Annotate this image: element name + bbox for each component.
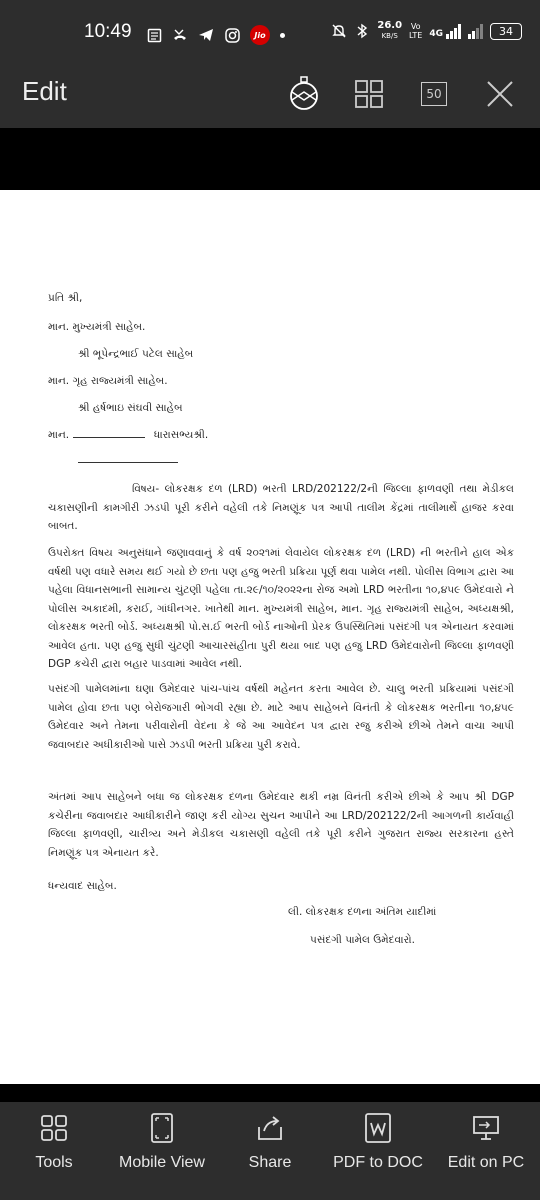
paragraph-2: પસંદગી પામેલમાંના ઘણા ઉમેદવાર પાંચ-પાંચ વર્ષથી મહેનત કરતા આવેલ છે. ચાલુ ભરતી પ્રક્રિયામાં પસંદગી પામેલ હોવા છતા પણ બેરોજગારી ભોગવી રહ્યા છે. માટે આપ સાહેબને વિનંતી કે લોકરક્ષક ભરતીના ૧૦,૪૫૯ ઉમેદવાર અને તેમના પરીવારોની વેદના કે જે આ આવેદન પત્ર દ્વારા રજુ કરીએ છીએ તેમને વાચા આપી જવાબદાર અધીકારીઓ પાસે ઝડપી ભરતી પ્રક્રિયા પુરી કરાવે. <box>48 683 514 751</box>
notification-icons <box>146 25 285 45</box>
christmas-ornament-icon[interactable] <box>284 74 324 114</box>
page-count: 50 <box>421 82 447 106</box>
closing: ધન્યવાદ સાહેબ. <box>48 880 117 892</box>
viewer-background <box>0 128 540 190</box>
subject-paragraph: વિષય- લોકરક્ષક દળ (LRD) ભરતી LRD/202122/2ની જિલ્લા ફાળવણી તથા મેડીકલ ચકાસણીની કામગીરી ઝડપી પૂરી કરીને વહેલી તકે નિમણૂંક પત્ર આપી તાલીમ કેંદ્રમાં તાલીમાર્થે હાજર કરવા બાબત. <box>48 483 514 532</box>
addressee-3-prefix: માન. <box>48 429 70 441</box>
net-speed <box>377 21 402 41</box>
signal-bars-icon <box>446 23 461 39</box>
edit-on-pc-label: Edit on PC <box>447 1154 525 1171</box>
pdf-to-doc-button[interactable] <box>330 1112 426 1172</box>
system-status <box>331 21 522 41</box>
net-speed-unit: KB/S <box>381 32 398 40</box>
volte-bottom: LTE <box>409 31 423 40</box>
app-toolbar <box>0 66 540 128</box>
bottom-navigation <box>0 1102 540 1200</box>
blank-field <box>73 437 145 438</box>
network-type: 4G <box>429 29 443 39</box>
paragraph-1: ઉપરોક્ત વિષય અનુસંધાને જણાવવાનું કે વર્ષ ૨૦૨૧માં લેવાયેલ લોકરક્ષક દળ (LRD) ની ભરતીને હાલ એક વર્ષથી પણ વધારે સમય થઈ ગયો છે છતા પણ હજુ ભરતી પ્રક્રિયા પૂર્ણ થવા પામેલ નથી. પોલીસ વિભાગ દ્વારા આ પહેલા વિધાનસભાની સામાન્ય ચુંટણી પહેલા તા.૨૯/૧૦/૨૦૨૨ના રોજ અમો LRD ભરતીના ૧૦,૪૫૯ ઉમેદવારો ને પોલીસ અકાદમી, કરાઈ, ગાંધીનગર. ખાતેથી માન. મુખ્યમંત્રી સાહેબ, માન. ગૃહ રાજ્યમંત્રી સાહેબ, અધ્યક્ષશ્રી, લોકરક્ષક ભરતી બોર્ડ. અધ્યક્ષશ્રી પો.સ.ઈ ભરતી બોર્ડ નાઓની પ્રેરક ઉપસ્થિતિમાં પસંદગી પત્ર એનાયત કરવામાં આવેલ હતા. પણ હજુ સુધી ચુંટણી આચારસંહીતા પુરી થયા બાદ પણ હજુ LRD ઉમેદવારોની જિલ્લા ફાળવણી DGP કચેરી દ્વારા બહાર પાડવામાં આવેલ નથી. <box>48 547 514 670</box>
viewer-bottom-background <box>0 1084 540 1102</box>
share-label: Share <box>248 1154 292 1171</box>
grid-icon[interactable] <box>349 74 389 114</box>
page-count-button[interactable] <box>414 74 454 114</box>
battery-icon: 34 <box>490 23 522 40</box>
missed-call-icon <box>172 27 188 43</box>
instagram-icon <box>224 27 240 43</box>
status-bar <box>0 0 540 66</box>
document-page[interactable] <box>0 190 540 1084</box>
blank-line <box>78 462 178 463</box>
addressee-3 <box>48 429 208 442</box>
edit-button[interactable]: Edit <box>22 76 67 106</box>
monitor-icon <box>470 1112 502 1144</box>
close-icon[interactable] <box>480 74 520 114</box>
signature-line-2: પસંદગી પામેલ ઉમેદવારો. <box>310 934 415 946</box>
tools-button[interactable] <box>26 1112 82 1172</box>
jio-icon: Jio <box>250 25 270 45</box>
more-notifications-dot <box>280 33 285 38</box>
volte-top: Vo <box>410 22 421 31</box>
edit-on-pc-button[interactable] <box>444 1112 528 1172</box>
addressee-3-suffix: ધારાસભ્યશ્રી. <box>153 429 209 441</box>
mobile-view-button[interactable] <box>112 1112 212 1172</box>
tools-label: Tools <box>35 1154 73 1171</box>
share-icon <box>254 1112 286 1144</box>
addressee-1-name: શ્રી ભૂપેન્દ્રભાઈ પટેલ સાહેબ <box>78 348 194 360</box>
tools-icon <box>38 1112 70 1144</box>
share-button[interactable] <box>240 1112 300 1172</box>
mobile-view-label: Mobile View <box>119 1154 205 1171</box>
addressee-1: માન. મુખ્યમંત્રી સાહેબ. <box>48 321 146 333</box>
mute-icon <box>331 23 347 39</box>
salutation: પ્રતિ શ્રી, <box>48 292 83 304</box>
bluetooth-icon <box>354 23 370 39</box>
mobile-view-icon <box>146 1112 178 1144</box>
addressee-2-name: શ્રી હર્ષભાઇ સંઘવી સાહેબ <box>78 402 183 414</box>
signal-4g <box>429 23 461 39</box>
pdf-to-doc-label: PDF to DOC <box>333 1154 423 1171</box>
message-icon <box>146 27 162 43</box>
signal-bars-2-icon <box>468 23 483 39</box>
signature-line-1: લી. લોકરક્ષક દળના અંતિમ યાદીમાં <box>288 906 437 918</box>
addressee-2: માન. ગૃહ રાજ્યમંત્રી સાહેબ. <box>48 375 168 387</box>
net-speed-value: 26.0 <box>377 20 403 31</box>
paragraph-3: અંતમાં આપ સાહેબને બધા જ લોકરક્ષક દળના ઉમેદવાર થકી નમ્ર વિનંતી કરીએ છીએ કે આપ શ્રી DGP કચેરીના જવાબદાર આધીકારીને જાણ કરી યોગ્ય સુચન આપીને આ LRD/202122/2ની આગળની કાર્યવાહી જિલ્લા ફાળવણી, ચારીત્ર્ય અને મેડીકલ ચકાસણી વહેલી તકે પૂરી કરીને ગુજરાત રાજ્ય સરકારના હસ્તે નિમણૂંક પત્ર એનાયત કરે. <box>48 791 514 859</box>
volte-indicator <box>409 22 422 40</box>
word-doc-icon <box>362 1112 394 1144</box>
clock: 10:49 <box>84 21 132 42</box>
telegram-icon <box>198 27 214 43</box>
